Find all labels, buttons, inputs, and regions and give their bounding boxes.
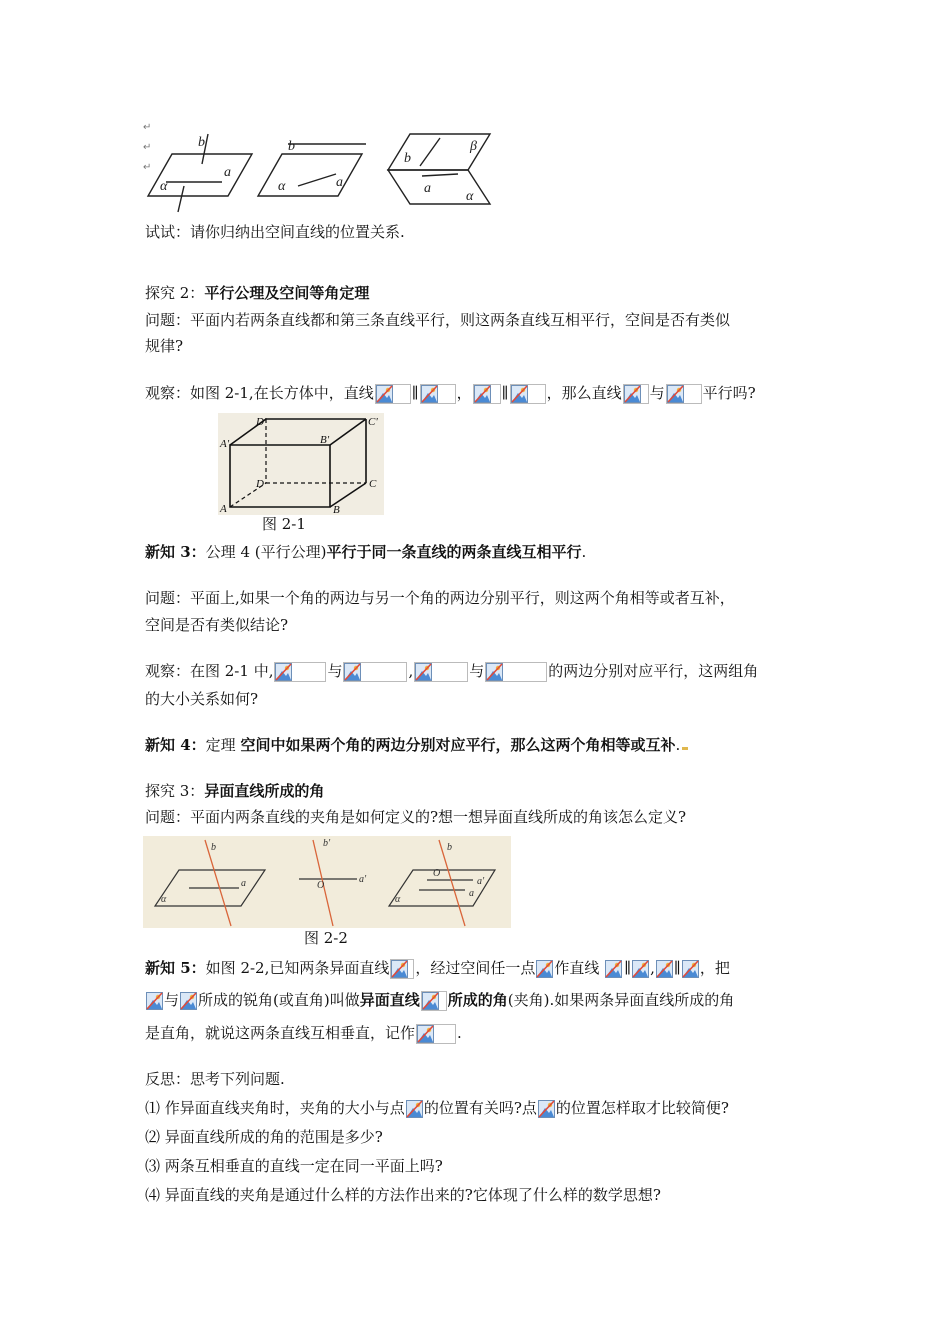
formula-image bbox=[390, 959, 414, 979]
observe1: 观察：如图 2-1,在长方体中，直线 ∥ ， ∥ ，那么直线 与 平行吗? bbox=[145, 384, 756, 402]
cube-label: B bbox=[333, 504, 340, 515]
explore3-title: 异面直线所成的角 bbox=[204, 782, 325, 800]
fig0-label: α bbox=[160, 179, 168, 194]
cuboid-diagram bbox=[218, 413, 384, 515]
new-knowledge-5-line2: 与 所成的锐角(或直角)叫做异面直线 所成的角(夹角).如果两条异面直线所成的角 bbox=[145, 989, 734, 1011]
fig2-label: a' bbox=[359, 874, 367, 885]
fig2-label: b bbox=[211, 842, 216, 853]
fig2-label: b' bbox=[323, 838, 331, 849]
figure-cuboid bbox=[218, 413, 384, 515]
fig0-label: b bbox=[288, 139, 295, 154]
formula-image bbox=[180, 992, 197, 1010]
reflect-item-4: ⑷ 异面直线的夹角是通过什么样的方法作出来的?它体现了什么样的数学思想? bbox=[145, 1186, 661, 1204]
formula-image bbox=[632, 960, 649, 978]
observe2-line2: 的大小关系如何? bbox=[145, 690, 259, 708]
formula-image bbox=[375, 384, 411, 404]
cube-label: A' bbox=[220, 438, 230, 450]
formula-image bbox=[538, 1100, 555, 1118]
fig2-label: O bbox=[317, 880, 325, 891]
formula-image bbox=[536, 960, 553, 978]
question1-line1: 问题：平面内若两条直线都和第三条直线平行，则这两条直线互相平行，空间是否有类似 bbox=[145, 311, 731, 329]
reflect-title: 反思：思考下列问题. bbox=[145, 1070, 285, 1088]
formula-image bbox=[623, 384, 649, 404]
fig2-label: O bbox=[433, 868, 441, 879]
question2-line2: 空间是否有类似结论? bbox=[145, 616, 289, 634]
formula-image bbox=[682, 960, 699, 978]
formula-image bbox=[666, 384, 702, 404]
margin-mark: ↵ bbox=[143, 142, 152, 153]
fig0-label: a bbox=[224, 165, 231, 180]
fig0-label: α bbox=[278, 179, 286, 194]
margin-mark: ↵ bbox=[143, 162, 152, 173]
cube-label: D bbox=[256, 478, 264, 490]
fig2-label: a bbox=[469, 888, 474, 899]
reflect-item-2: ⑵ 异面直线所成的角的范围是多少? bbox=[145, 1128, 383, 1146]
question1-line2: 规律? bbox=[145, 337, 184, 355]
cube-label: D' bbox=[256, 416, 267, 428]
fig0-label: a bbox=[424, 181, 431, 196]
cube-label: C bbox=[369, 478, 377, 490]
planes-diagram bbox=[140, 124, 500, 214]
fig2-label: a bbox=[241, 878, 246, 889]
formula-image bbox=[485, 662, 547, 682]
formula-image bbox=[416, 1024, 456, 1044]
new-knowledge-5-line1: 新知 5：如图 2-2,已知两条异面直线 ，经过空间任一点 作直线 ∥ , ∥ ，把 bbox=[145, 959, 730, 977]
fig0-label: a bbox=[336, 175, 343, 190]
formula-image bbox=[473, 384, 501, 404]
formula-image bbox=[656, 960, 673, 978]
formula-image bbox=[605, 960, 623, 978]
new-knowledge-5-line3: 是直角，就说这两条直线互相垂直，记作 . bbox=[145, 1024, 462, 1042]
explore2-title: 平行公理及空间等角定理 bbox=[204, 284, 370, 302]
try-text: 试试：请你归纳出空间直线的位置关系. bbox=[145, 223, 405, 241]
fig2-label: α bbox=[395, 894, 401, 905]
cube-label: A bbox=[220, 503, 227, 515]
fig2-label: a' bbox=[477, 876, 485, 887]
new-knowledge-3: 新知 3：公理 4 (平行公理)平行于同一条直线的两条直线互相平行. bbox=[145, 543, 587, 561]
formula-image bbox=[274, 662, 326, 682]
figure-planes bbox=[140, 124, 500, 214]
formula-image bbox=[420, 384, 456, 404]
cube-label: C' bbox=[368, 416, 378, 428]
formula-image bbox=[510, 384, 546, 404]
fig2-label: b bbox=[447, 842, 452, 853]
explore3-heading: 探究 3：异面直线所成的角 bbox=[145, 782, 325, 800]
formula-image bbox=[414, 662, 468, 682]
formula-image bbox=[406, 1100, 423, 1118]
reflect-item-1: ⑴ 作异面直线夹角时，夹角的大小与点 的位置有关吗?点 的位置怎样取才比较简便? bbox=[145, 1099, 729, 1117]
observe2: 观察：在图 2-1 中, 与 , 与 的两边分别对应平行，这两组角 bbox=[145, 662, 759, 680]
margin-mark: ↵ bbox=[143, 122, 152, 133]
skew-lines-diagram bbox=[143, 836, 511, 928]
fig0-label: b bbox=[404, 151, 411, 166]
figure1-caption: 图 2-1 bbox=[262, 515, 306, 533]
figure2-caption: 图 2-2 bbox=[304, 929, 348, 947]
fig0-label: b bbox=[198, 135, 205, 150]
question2-line1: 问题：平面上,如果一个角的两边与另一个角的两边分别平行，则这两个角相等或者互补， bbox=[145, 589, 735, 607]
cube-label: B' bbox=[320, 434, 330, 446]
question3: 问题：平面内两条直线的夹角是如何定义的?想一想异面直线所成的角该怎么定义? bbox=[145, 808, 687, 826]
fig0-label: α bbox=[466, 189, 474, 204]
formula-image bbox=[421, 991, 447, 1011]
figure-skew-lines bbox=[143, 836, 511, 928]
fig2-label: α bbox=[161, 894, 167, 905]
explore2-heading: 探究 2：平行公理及空间等角定理 bbox=[145, 284, 370, 302]
reflect-item-3: ⑶ 两条互相垂直的直线一定在同一平面上吗? bbox=[145, 1157, 443, 1175]
fig0-label: β bbox=[470, 139, 477, 154]
new-knowledge-4: 新知 4：定理 空间中如果两个角的两边分别对应平行，那么这两个角相等或互补. bbox=[145, 734, 688, 756]
formula-image bbox=[343, 662, 407, 682]
formula-image bbox=[146, 992, 163, 1010]
